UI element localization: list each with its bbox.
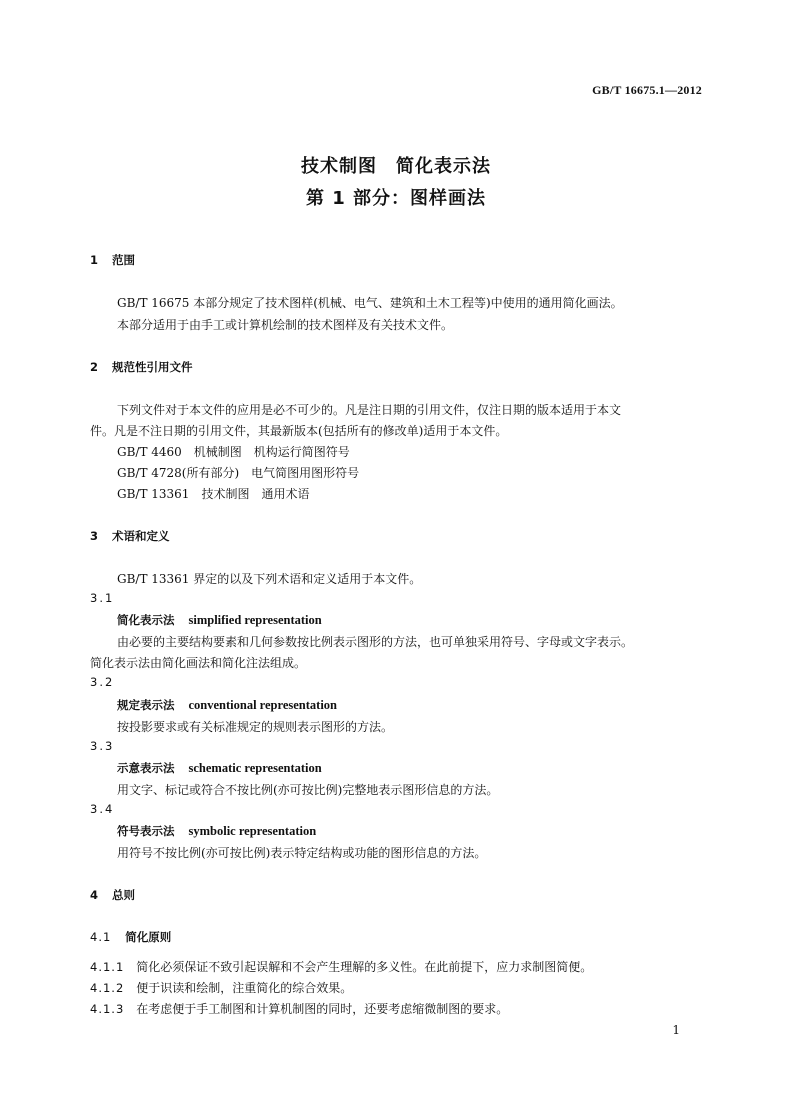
term-number: 3.1	[90, 591, 115, 605]
normative-reference: GB/T 4728(所有部分) 电气简图用图形符号	[117, 466, 360, 480]
term-definition: 简化表示法由简化画法和简化注法组成。	[90, 656, 307, 670]
paragraph: GB/T 16675 本部分规定了技术图样(机械、电气、建筑和土木工程等)中使用的通用简化画法。	[117, 296, 623, 310]
section-title: 规范性引用文件	[112, 360, 193, 374]
paragraph: 下列文件对于本文件的应用是必不可少的。凡是注日期的引用文件，仅注日期的版本适用于本文	[117, 403, 622, 417]
term-number: 3.4	[90, 802, 115, 816]
term-definition: 由必要的主要结构要素和几何参数按比例表示图形的方法，也可单独采用符号、字母或文字表示。	[117, 635, 634, 649]
section-4-heading	[90, 887, 135, 903]
section-number: 1	[90, 253, 99, 267]
section-3-heading	[90, 528, 170, 544]
term-en: symbolic representation	[188, 824, 317, 838]
normative-reference: GB/T 13361 技术制图 通用术语	[117, 487, 310, 501]
paragraph: 本部分适用于由手工或计算机绘制的技术图样及有关技术文件。	[117, 318, 454, 332]
paragraph: 件。凡是不注日期的引用文件，其最新版本(包括所有的修改单)适用于本文件。	[90, 424, 508, 438]
section-number: 4	[90, 888, 99, 902]
term-zh: 示意表示法	[117, 761, 175, 775]
term-entry	[117, 697, 337, 713]
subsection-title: 简化原则	[125, 930, 172, 944]
clause-text: 便于识读和绘制，注重简化的综合效果。	[136, 981, 353, 995]
clause-item	[90, 958, 592, 975]
term-definition: 用符号不按比例(亦可按比例)表示特定结构或功能的图形信息的方法。	[117, 846, 487, 860]
term-entry	[117, 760, 322, 776]
section-title: 总则	[112, 888, 135, 902]
term-number: 3.2	[90, 675, 115, 689]
clause-item	[90, 1000, 508, 1017]
section-number: 2	[90, 360, 99, 374]
section-number: 3	[90, 529, 99, 543]
clause-number: 4.1.3	[90, 1002, 125, 1016]
subsection-4-1-heading	[90, 926, 171, 945]
section-1-heading	[90, 252, 135, 268]
term-en: conventional representation	[188, 698, 337, 712]
document-subtitle: 第 1 部分：图样画法	[305, 188, 487, 209]
clause-item	[90, 979, 352, 996]
section-2-heading	[90, 359, 193, 375]
term-zh: 符号表示法	[117, 824, 175, 838]
term-en: schematic representation	[188, 761, 322, 775]
subsection-number: 4.1	[90, 930, 112, 944]
clause-number: 4.1.1	[90, 960, 125, 974]
clause-number: 4.1.2	[90, 981, 125, 995]
section-title: 术语和定义	[112, 529, 170, 543]
clause-text: 简化必须保证不致引起误解和不会产生理解的多义性。在此前提下，应力求制图简便。	[136, 960, 593, 974]
paragraph: GB/T 13361 界定的以及下列术语和定义适用于本文件。	[117, 572, 422, 586]
term-entry	[117, 823, 316, 839]
term-entry	[117, 612, 322, 628]
clause-text: 在考虑便于手工制图和计算机制图的同时，还要考虑缩微制图的要求。	[136, 1002, 509, 1016]
normative-reference: GB/T 4460 机械制图 机构运行简图符号	[117, 445, 350, 459]
term-zh: 规定表示法	[117, 698, 175, 712]
term-zh: 简化表示法	[117, 613, 175, 627]
term-number: 3.3	[90, 739, 115, 753]
page-number: 1	[672, 1023, 680, 1037]
term-definition: 按投影要求或有关标准规定的规则表示图形的方法。	[117, 720, 394, 734]
standard-number: GB/T 16675.1—2012	[592, 83, 702, 97]
section-title: 范围	[112, 253, 135, 267]
document-title: 技术制图 简化表示法	[301, 156, 491, 177]
term-en: simplified representation	[188, 613, 322, 627]
term-definition: 用文字、标记或符合不按比例(亦可按比例)完整地表示图形信息的方法。	[117, 783, 499, 797]
